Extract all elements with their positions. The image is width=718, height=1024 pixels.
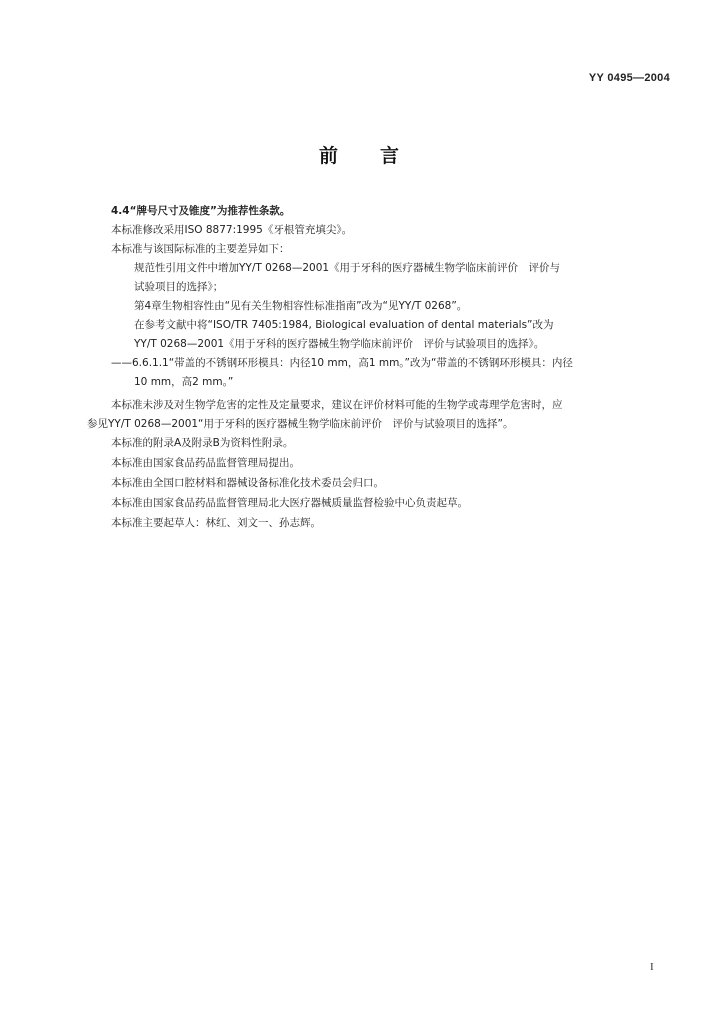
text-line: 本标准与该国际标准的主要差异如下： <box>111 243 290 255</box>
text-line: YY/T 0268—2001《用于牙科的医疗器械生物学临床前评价 评价与试验项目的选择》。 <box>134 338 545 350</box>
text-line: 本标准的附录A及附录B为资料性附录。 <box>111 437 294 449</box>
text-line: 本标准由全国口腔材料和器械设备标准化技术委员会归口。 <box>111 477 384 489</box>
text-line: 本标准由国家食品药品监督管理局北大医疗器械质量监督检验中心负责起草。 <box>111 497 468 509</box>
text-line: 本标准修改采用ISO 8877:1995《牙根管充填尖》。 <box>111 224 353 236</box>
text-line: 10 mm，高2 mm。” <box>134 376 234 388</box>
text-line: 规范性引用文件中增加YY/T 0268—2001《用于牙科的医疗器械生物学临床前评价 评价与 <box>134 262 561 274</box>
text-line: 第4章生物相容性由“见有关生物相容性标准指南”改为“见YY/T 0268”。 <box>134 300 468 312</box>
text-line: 本标准主要起草人：林红、刘文一、孙志辉。 <box>111 517 321 529</box>
text-line: 参见YY/T 0268—2001“用于牙科的医疗器械生物学临床前评价 评价与试验项目的选择”。 <box>87 418 514 430</box>
text-line: 4.4“牌号尺寸及锥度”为推荐性条款。 <box>111 205 291 217</box>
text-line: ——6.6.1.1“带盖的不锈钢环形模具：内径10 mm，高1 mm。”改为“带盖的不锈钢环形模具：内径 <box>111 357 573 369</box>
text-line: 本标准由国家食品药品监督管理局提出。 <box>111 457 300 469</box>
text-line: 在参考文献中将“ISO/TR 7405:1984, Biological evaluation of dental materials”改为 <box>134 319 554 331</box>
text-line: 本标准未涉及对生物学危害的定性及定量要求，建议在评价材料可能的生物学或毒理学危害时，应 <box>111 399 563 411</box>
page-title: 前言 <box>318 145 441 167</box>
standard-code: YY 0495—2004 <box>588 72 670 84</box>
text-line: 试验项目的选择》； <box>134 281 224 293</box>
page-number: I <box>650 961 654 973</box>
